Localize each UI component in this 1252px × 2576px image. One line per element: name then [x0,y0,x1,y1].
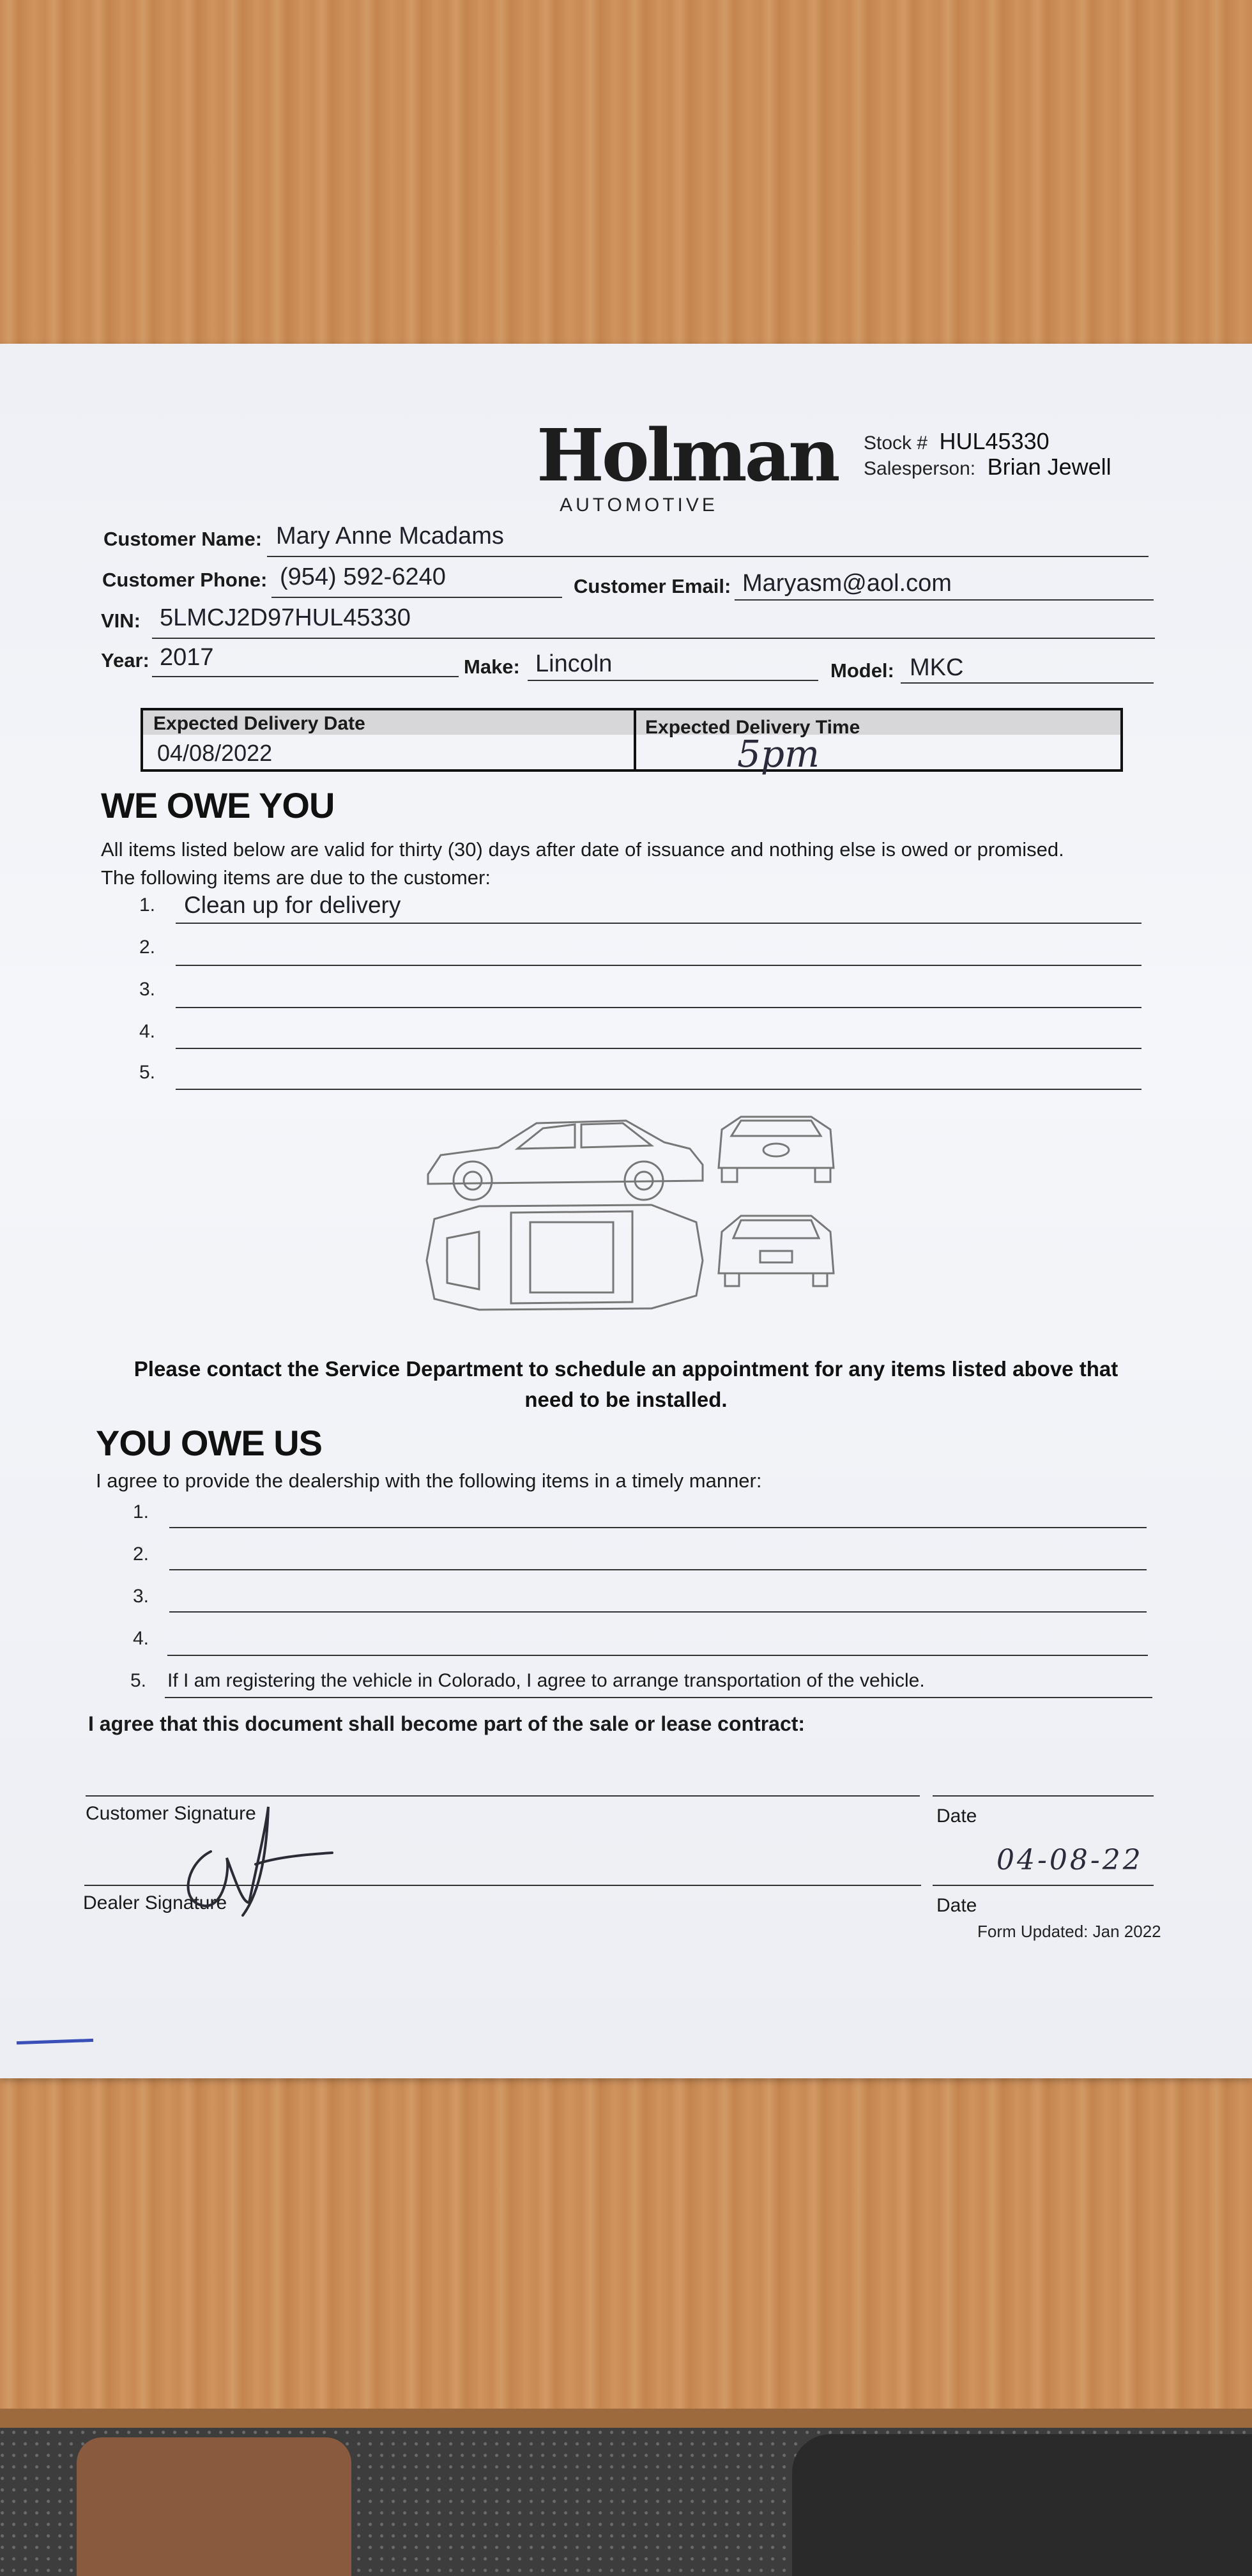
stock-number: HUL45330 [939,428,1050,454]
agreement-text: I agree that this document shall become part of the sale or lease contract: [88,1712,805,1735]
we-owe-item-line [176,1048,1141,1049]
delivery-date-label: Expected Delivery Date [153,713,365,734]
dealer-date-value: 04-08-22 [996,1844,1143,1876]
vin-line [152,638,1155,639]
vehicle-damage-diagram [422,1110,837,1315]
we-owe-title: WE OWE YOU [101,785,335,825]
car-front-view-icon [719,1117,834,1182]
customer-name-value: Mary Anne Mcadams [276,523,504,549]
you-owe-item-num: 3. [133,1586,149,1607]
we-owe-intro-2: The following items are due to the customer: [101,866,491,889]
person-leg-left [77,2437,351,2576]
we-owe-item-line [176,965,1141,966]
year-label: Year: [101,649,149,671]
customer-phone-label: Customer Phone: [102,569,268,591]
holman-logo: Holman [537,414,838,498]
delivery-time-value: 5pm [737,732,820,776]
logo-subtitle: AUTOMOTIVE [560,494,718,516]
stock-label: Stock # [864,433,928,454]
delivery-date-value: 04/08/2022 [157,740,273,766]
salesperson-name: Brian Jewell [987,454,1111,480]
customer-signature-label: Customer Signature [86,1803,256,1824]
person-leg-right [792,2434,1252,2576]
you-owe-item-num: 5. [130,1670,147,1691]
dealer-date-label: Date [936,1895,977,1916]
we-owe-intro-1: All items listed below are valid for thirty (30) days after date of issuance and nothing else is owed or promised. [101,838,1064,861]
vin-value: 5LMCJ2D97HUL45330 [160,604,411,631]
we-owe-item-line [176,1089,1141,1090]
make-line [528,680,818,681]
you-owe-item-text: If I am registering the vehicle in Colorado, I agree to arrange transportation of the vehicle. [167,1670,925,1691]
you-owe-title: YOU OWE US [96,1423,323,1463]
we-owe-item-line [176,1007,1141,1008]
blue-pen-mark [17,2039,93,2044]
you-owe-item-line [169,1611,1147,1613]
we-owe-item-num: 2. [139,937,156,958]
dealer-signature-label: Dealer Signature [83,1892,227,1913]
customer-email-value: Maryasm@aol.com [742,570,952,597]
we-owe-item-text: Clean up for delivery [184,892,401,918]
customer-date-line [933,1795,1154,1797]
you-owe-item-num: 1. [133,1501,149,1522]
customer-email-label: Customer Email: [574,575,731,597]
make-label: Make: [464,656,520,678]
we-owe-item-num: 4. [139,1021,156,1042]
model-line [901,682,1154,684]
customer-email-line [735,599,1154,601]
year-line [152,676,459,677]
model-label: Model: [830,659,894,682]
you-owe-item-line [169,1527,1147,1528]
form-updated-text: Form Updated: Jan 2022 [977,1922,1161,1941]
dealer-signature-scribble [160,1794,351,1922]
dealer-date-line [933,1885,1154,1886]
salesperson-block [864,454,1111,480]
salesperson-label: Salesperson: [864,458,976,479]
you-owe-intro: I agree to provide the dealership with the following items in a timely manner: [96,1469,762,1492]
you-owe-item-line [169,1569,1147,1570]
we-owe-form [0,344,1252,2078]
car-side-view-icon [428,1121,703,1200]
customer-name-label: Customer Name: [103,528,263,550]
model-value: MKC [910,654,964,681]
you-owe-item-line [167,1655,1148,1656]
delivery-time-label: Expected Delivery Time [645,717,860,738]
we-owe-item-num: 3. [139,979,156,1000]
you-owe-item-line [165,1697,1152,1698]
delivery-box [141,708,1123,776]
service-notice-line-1: Please contact the Service Department to schedule an appointment for any items listed above that [134,1357,1118,1381]
customer-phone-line [271,597,562,598]
service-notice-line-2: need to be installed. [524,1388,728,1411]
car-rear-view-icon [719,1216,834,1286]
vin-label: VIN: [101,610,141,632]
year-value: 2017 [160,644,214,671]
you-owe-item-num: 2. [133,1544,149,1565]
stock-block [864,428,1050,455]
make-value: Lincoln [535,650,613,677]
we-owe-item-line [176,923,1141,924]
customer-phone-value: (954) 592-6240 [280,564,446,590]
customer-name-line [267,556,1149,557]
we-owe-item-num: 5. [139,1062,156,1083]
customer-date-label: Date [936,1805,977,1827]
car-top-view-icon [427,1205,703,1310]
you-owe-item-num: 4. [133,1628,149,1649]
we-owe-item-num: 1. [139,894,156,916]
